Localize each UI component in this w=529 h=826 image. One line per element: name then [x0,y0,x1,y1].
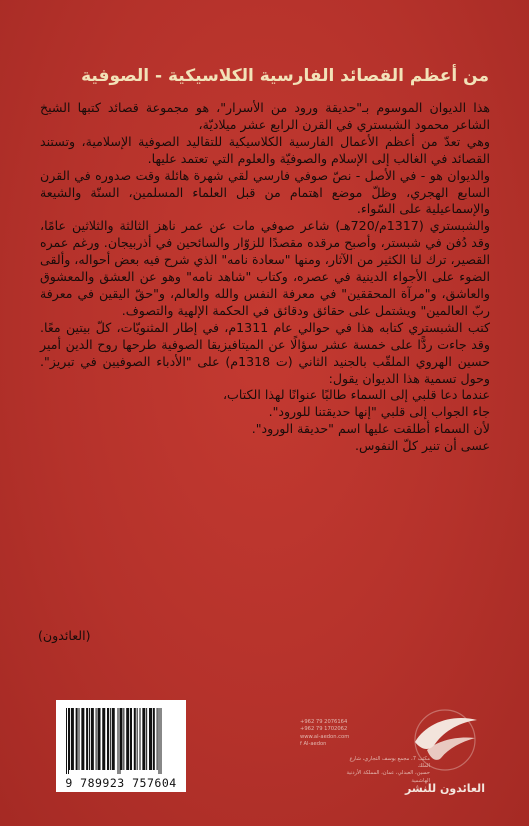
paragraph-5: كتب الشبستري كتابه هذا في حوالي عام 1311م، في إطار المثنويّات، كلّ بيتين معًا. وقد جاءت ردًّا على خمسة عشر سؤالًا عن الميتافيزيقا الصوفية طرحها روح الدين أمير حسين الهروي الملقّب بالجنيد الثاني (ت 1318م) على "الأدباء الصوفيين في تبريز". وحول تسمية هذا الديوان يقول: [40,319,491,386]
address-line-2: حسين، العبدلي، عمان، المملكة الأردنية الهاشمية [346,770,430,784]
barcode-bar [96,708,97,770]
barcode-bar [118,708,119,774]
isbn-number: 9 789923 757604 [65,776,177,790]
poem-line-3: لأن السماء أطلقت عليها اسم "حديقة الورود". [251,421,490,437]
poem-line-4: عسى أن تنير كلّ النفوس. [355,438,490,454]
barcode-bar [89,708,90,770]
barcode-bar [79,708,80,770]
isbn-barcode-icon [62,706,180,774]
paragraph-4: والشبستري (1317م/720هـ) شاعر صوفي مات عن عمر ناهز الثالثة والثلاثين عامًا، وقد دُفن في شبستر، وأصبح مرقده مقصدًا للزوّار والسائحين في أذربيجان. ورغم عمره القصير، ترك لنا الكثير من الآثار، ومنها "سعادة نامه" الذي شرح فيه بعض أحواله، وألقى الضوء على الأجواء الدينية في عصره، وكتاب "شاهد نامه" وهو عن العشق والمعشوق والعاشق، و"مرآة المحققين" في معرفة النفس والله والعالم، و"حقّ اليقين في معرفة ربّ العالمين" ويشتمل على حقائق ودقائق في الحكمة الإلهية والتصوف. [40,218,490,318]
barcode-bar [123,708,124,770]
barcode-bar [71,708,74,770]
barcode-bar [91,708,94,770]
bird-wing-logo-icon [405,700,485,780]
cover-title: من أعظم القصائد الفارسية الكلاسيكية - الصوفية [81,66,489,86]
barcode-bar [98,708,101,770]
paragraph-1: هذا الديوان الموسوم بـ"حديقة ورود من الأسرار"، هو مجموعة قصائد كتبها الشيخ الشاعر محمود الشبستري في القرن الرابع عشر ميلاديّة، [40,100,490,132]
barcode-bar [69,708,70,770]
barcode-bar [86,708,88,770]
social-handle: f Al-aedon [300,741,327,748]
barcode-bar [81,708,84,770]
barcode-bar [134,708,136,770]
publisher-name: العائدون للنشر [405,782,485,795]
barcode-bar [137,708,138,770]
barcode-bar [149,708,152,770]
website: www.al-aedon.com [300,733,350,740]
poem-line-2: جاء الجواب إلى قلبي "إنها حديقتنا للورود". [268,404,490,420]
barcode-bar [107,708,109,770]
barcode-bar [142,708,145,770]
barcode-bar [68,708,69,774]
barcode-bar [110,708,111,770]
phone-1: +962 79 2076164 [300,719,348,725]
synopsis-text [40,100,490,455]
barcode-bar [161,708,162,774]
contact-info [300,719,400,749]
barcode-bar [140,708,141,770]
barcode-bar [66,708,67,774]
address-line-1: مكتب 7، مجمع يوسف التجاري، شارع الملك [349,756,430,770]
barcode-bar [76,708,78,770]
barcode-bar [146,708,147,770]
barcode-bar [153,708,155,770]
barcode-bar [121,708,123,770]
phone-2: +962 79 1702062 [300,726,348,733]
barcode-bar [102,708,105,770]
isbn-barcode [56,700,186,792]
poem-line-1: عندما دعا قلبي إلى السماء طالبًا عنوانًا لهذا الكتاب، [222,387,490,403]
barcode-bar [120,708,121,774]
barcode-bar [157,708,158,770]
barcode-bar [159,708,160,774]
barcode-bar [126,708,129,770]
publisher-signature: (العائدون) [38,628,91,643]
paragraph-2: وهي تعدّ من أعظم الأعمال الفارسية الكلاسيكية للتقاليد الصوفية الإسلامية، وتستند القصائد في الغالب إلى الإسلام والصوفيّة والعلوم التي تعتمد عليها. [40,133,490,166]
barcode-bar [130,708,132,770]
barcode-bar [112,708,115,770]
paragraph-3: والديوان هو - في الأصل - نصّ صوفي فارسي لقي شهرة هائلة وقت صدوره في القرن السابع الهجري، وظلّ موضع اهتمام من قبل العلماء المسلمين، السنّة والشيعة والإسماعيلية على السّواء. [40,167,490,217]
